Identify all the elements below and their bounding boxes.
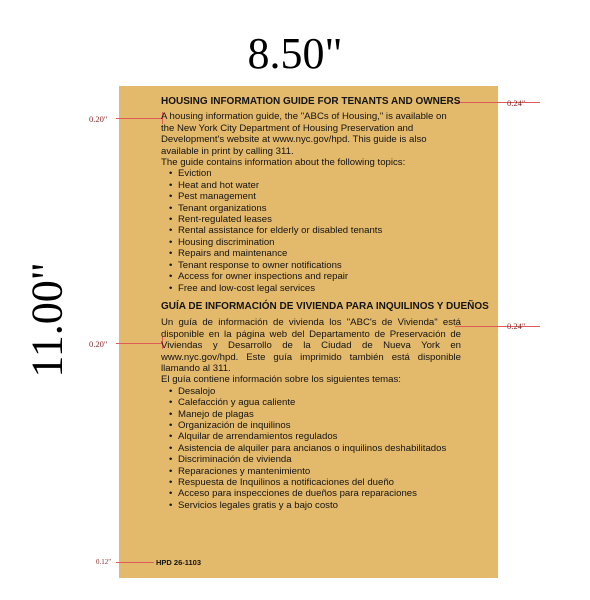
english-topic-item: • Pest management bbox=[169, 191, 461, 202]
spanish-heading-right-margin-line bbox=[455, 326, 540, 327]
spanish-lead: El guía contiene información sobre los siguientes temas: bbox=[161, 374, 401, 386]
english-topic-item: • Rent-regulated leases bbox=[169, 214, 461, 225]
spanish-topic-item: • Servicios legales gratis y a bajo costo bbox=[169, 500, 461, 511]
height-dimension-label: 11.00" bbox=[22, 262, 72, 378]
spanish-left-margin-label: 0.20" bbox=[89, 339, 108, 349]
english-heading: HOUSING INFORMATION GUIDE FOR TENANTS AND OWNERS bbox=[161, 96, 461, 107]
spanish-heading: GUÍA DE INFORMACIÓN DE VIVIENDA PARA INQUILINOS Y DUEÑOS bbox=[161, 300, 489, 312]
spanish-intro: Un guía de información de vivienda los "ABC's de Vivienda" está disponible en la página web del Departamento de Preservación de Viviendas y Desarrollo de la Ciudad de Nueva York en www.nyc.gov/hpd. Este guía imprimido también está disponible llamando al 311. bbox=[161, 317, 461, 374]
english-intro: A housing information guide, the "ABCs of Housing," is available on the New York City Department of Housing Preservation and Development's website at www.nyc.gov/hpd. This guide is also available in print by calling 311. bbox=[161, 111, 447, 157]
english-topic-item: • Tenant organizations bbox=[169, 203, 461, 214]
spanish-topic-item: • Calefacción y agua caliente bbox=[169, 397, 461, 408]
width-dimension-label: 8.50" bbox=[247, 29, 343, 78]
document-code: HPD 26-1103 bbox=[156, 558, 202, 567]
spanish-topic-item: • Acceso para inspecciones de dueños para reparaciones bbox=[169, 488, 461, 499]
spanish-topic-item: • Asistencia de alquiler para ancianos o inquilinos deshabilitados bbox=[169, 443, 461, 454]
english-topic-item: • Heat and hot water bbox=[169, 180, 461, 191]
english-topic-item: • Rental assistance for elderly or disabled tenants bbox=[169, 225, 461, 236]
spanish-topic-item: • Organización de inquilinos bbox=[169, 420, 461, 431]
spanish-topic-list bbox=[161, 386, 461, 511]
english-topic-item: • Eviction bbox=[169, 168, 461, 179]
english-left-margin-line bbox=[116, 118, 162, 119]
english-heading-right-margin-line bbox=[455, 102, 540, 103]
english-topic-list bbox=[161, 168, 461, 293]
english-topic-item: • Tenant response to owner notifications bbox=[169, 260, 461, 271]
english-left-margin-label: 0.20" bbox=[89, 114, 108, 124]
english-topic-item: • Free and low-cost legal services bbox=[169, 283, 461, 294]
spanish-left-margin-line bbox=[116, 343, 162, 344]
english-topic-item: • Access for owner inspections and repair bbox=[169, 271, 461, 282]
sign-content bbox=[161, 96, 489, 511]
spanish-topic-item: • Manejo de plagas bbox=[169, 409, 461, 420]
english-topic-item: • Housing discrimination bbox=[169, 237, 461, 248]
english-heading-right-margin-label: 0.24" bbox=[507, 98, 526, 108]
spanish-heading-right-margin-label: 0.24" bbox=[507, 321, 526, 331]
spanish-topic-item: • Discriminación de vivienda bbox=[169, 454, 461, 465]
bottom-margin-line bbox=[116, 562, 154, 563]
english-lead: The guide contains information about the following topics: bbox=[161, 157, 406, 169]
spanish-topic-item: • Respuesta de Inquilinos a notificaciones del dueño bbox=[169, 477, 461, 488]
english-topic-item: • Repairs and maintenance bbox=[169, 248, 461, 259]
spanish-topic-item: • Desalojo bbox=[169, 386, 461, 397]
spanish-topic-item: • Alquilar de arrendamientos regulados bbox=[169, 431, 461, 442]
bottom-margin-label: 0.12" bbox=[96, 558, 112, 566]
spanish-topic-item: • Reparaciones y mantenimiento bbox=[169, 466, 461, 477]
